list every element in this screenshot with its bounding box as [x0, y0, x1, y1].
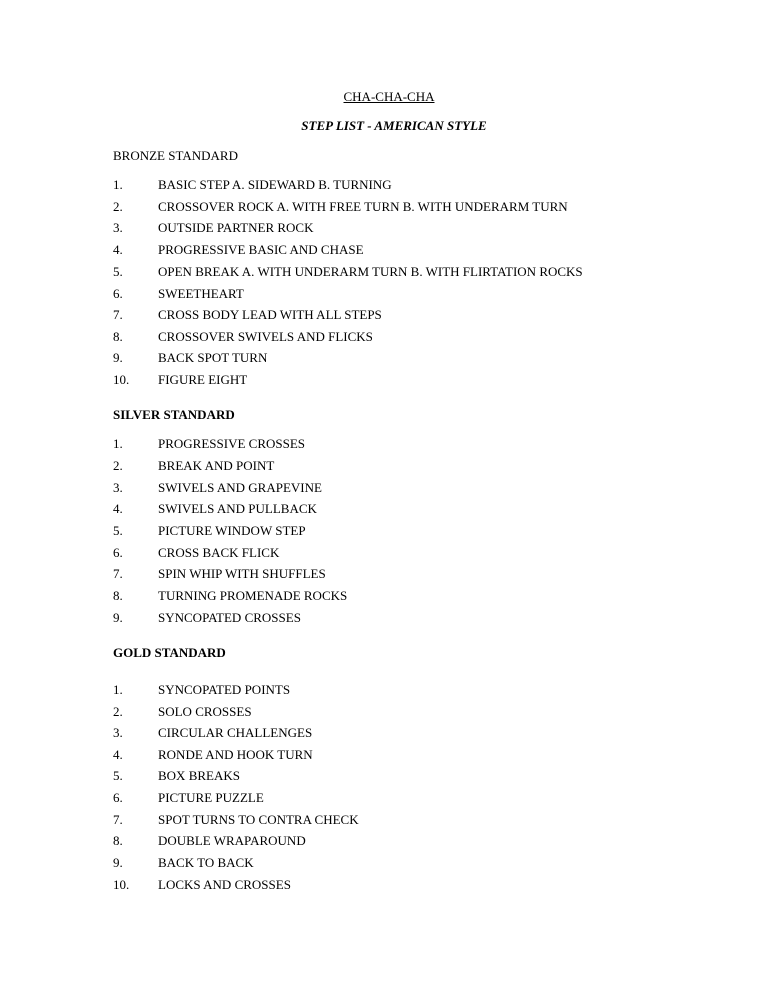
item-text: CROSS BODY LEAD WITH ALL STEPS	[158, 307, 382, 322]
item-number: 1.	[113, 682, 123, 697]
section-heading-silver: SILVER STANDARD	[113, 407, 235, 422]
item-number: 4.	[113, 747, 123, 762]
item-text: PROGRESSIVE CROSSES	[158, 436, 306, 451]
item-text: SWIVELS AND PULLBACK	[158, 501, 317, 516]
item-number: 7.	[113, 566, 123, 581]
item-text: SYNCOPATED CROSSES	[158, 610, 301, 625]
item-number: 10.	[113, 877, 130, 892]
item-number: 7.	[113, 812, 123, 827]
item-text: BACK TO BACK	[158, 855, 254, 870]
item-number: 8.	[113, 833, 123, 848]
item-number: 6.	[113, 790, 123, 805]
item-text: SPOT TURNS TO CONTRA CHECK	[158, 812, 359, 827]
document-subtitle: STEP LIST - AMERICAN STYLE	[301, 118, 487, 133]
item-text: SWEETHEART	[158, 286, 244, 301]
item-text: CROSSOVER ROCK A. WITH FREE TURN B. WITH UNDERARM TURN	[158, 199, 568, 214]
item-text: CROSSOVER SWIVELS AND FLICKS	[158, 329, 373, 344]
item-text: CIRCULAR CHALLENGES	[158, 725, 313, 740]
item-text: BREAK AND POINT	[158, 458, 275, 473]
item-number: 7.	[113, 307, 123, 322]
item-number: 1.	[113, 177, 123, 192]
item-text: OUTSIDE PARTNER ROCK	[158, 220, 314, 235]
item-number: 5.	[113, 768, 123, 783]
item-number: 2.	[113, 458, 123, 473]
item-text: OPEN BREAK A. WITH UNDERARM TURN B. WITH FLIRTATION ROCKS	[158, 264, 583, 279]
document-title: CHA-CHA-CHA	[343, 89, 435, 104]
item-text: LOCKS AND CROSSES	[158, 877, 291, 892]
item-number: 4.	[113, 501, 123, 516]
item-number: 1.	[113, 436, 123, 451]
item-number: 5.	[113, 264, 123, 279]
section-heading-gold: GOLD STANDARD	[113, 645, 226, 660]
item-text: DOUBLE WRAPAROUND	[158, 833, 306, 848]
item-number: 8.	[113, 588, 123, 603]
item-number: 4.	[113, 242, 123, 257]
item-number: 9.	[113, 350, 123, 365]
item-number: 3.	[113, 480, 123, 495]
item-text: PROGRESSIVE BASIC AND CHASE	[158, 242, 364, 257]
item-text: SWIVELS AND GRAPEVINE	[158, 480, 322, 495]
item-text: SPIN WHIP WITH SHUFFLES	[158, 566, 326, 581]
item-text: CROSS BACK FLICK	[158, 545, 280, 560]
item-number: 6.	[113, 286, 123, 301]
item-text: PICTURE WINDOW STEP	[158, 523, 306, 538]
item-number: 6.	[113, 545, 123, 560]
item-number: 3.	[113, 220, 123, 235]
item-text: PICTURE PUZZLE	[158, 790, 264, 805]
item-text: FIGURE EIGHT	[158, 372, 248, 387]
item-text: BASIC STEP A. SIDEWARD B. TURNING	[158, 177, 392, 192]
item-number: 5.	[113, 523, 123, 538]
item-text: RONDE AND HOOK TURN	[158, 747, 313, 762]
item-number: 10.	[113, 372, 130, 387]
item-number: 2.	[113, 199, 123, 214]
item-number: 8.	[113, 329, 123, 344]
item-text: BOX BREAKS	[158, 768, 240, 783]
item-text: BACK SPOT TURN	[158, 350, 268, 365]
item-number: 9.	[113, 610, 123, 625]
item-text: SOLO CROSSES	[158, 704, 252, 719]
item-number: 9.	[113, 855, 123, 870]
item-text: TURNING PROMENADE ROCKS	[158, 588, 348, 603]
section-heading-bronze: BRONZE STANDARD	[113, 148, 238, 163]
item-number: 3.	[113, 725, 123, 740]
item-text: SYNCOPATED POINTS	[158, 682, 291, 697]
item-number: 2.	[113, 704, 123, 719]
